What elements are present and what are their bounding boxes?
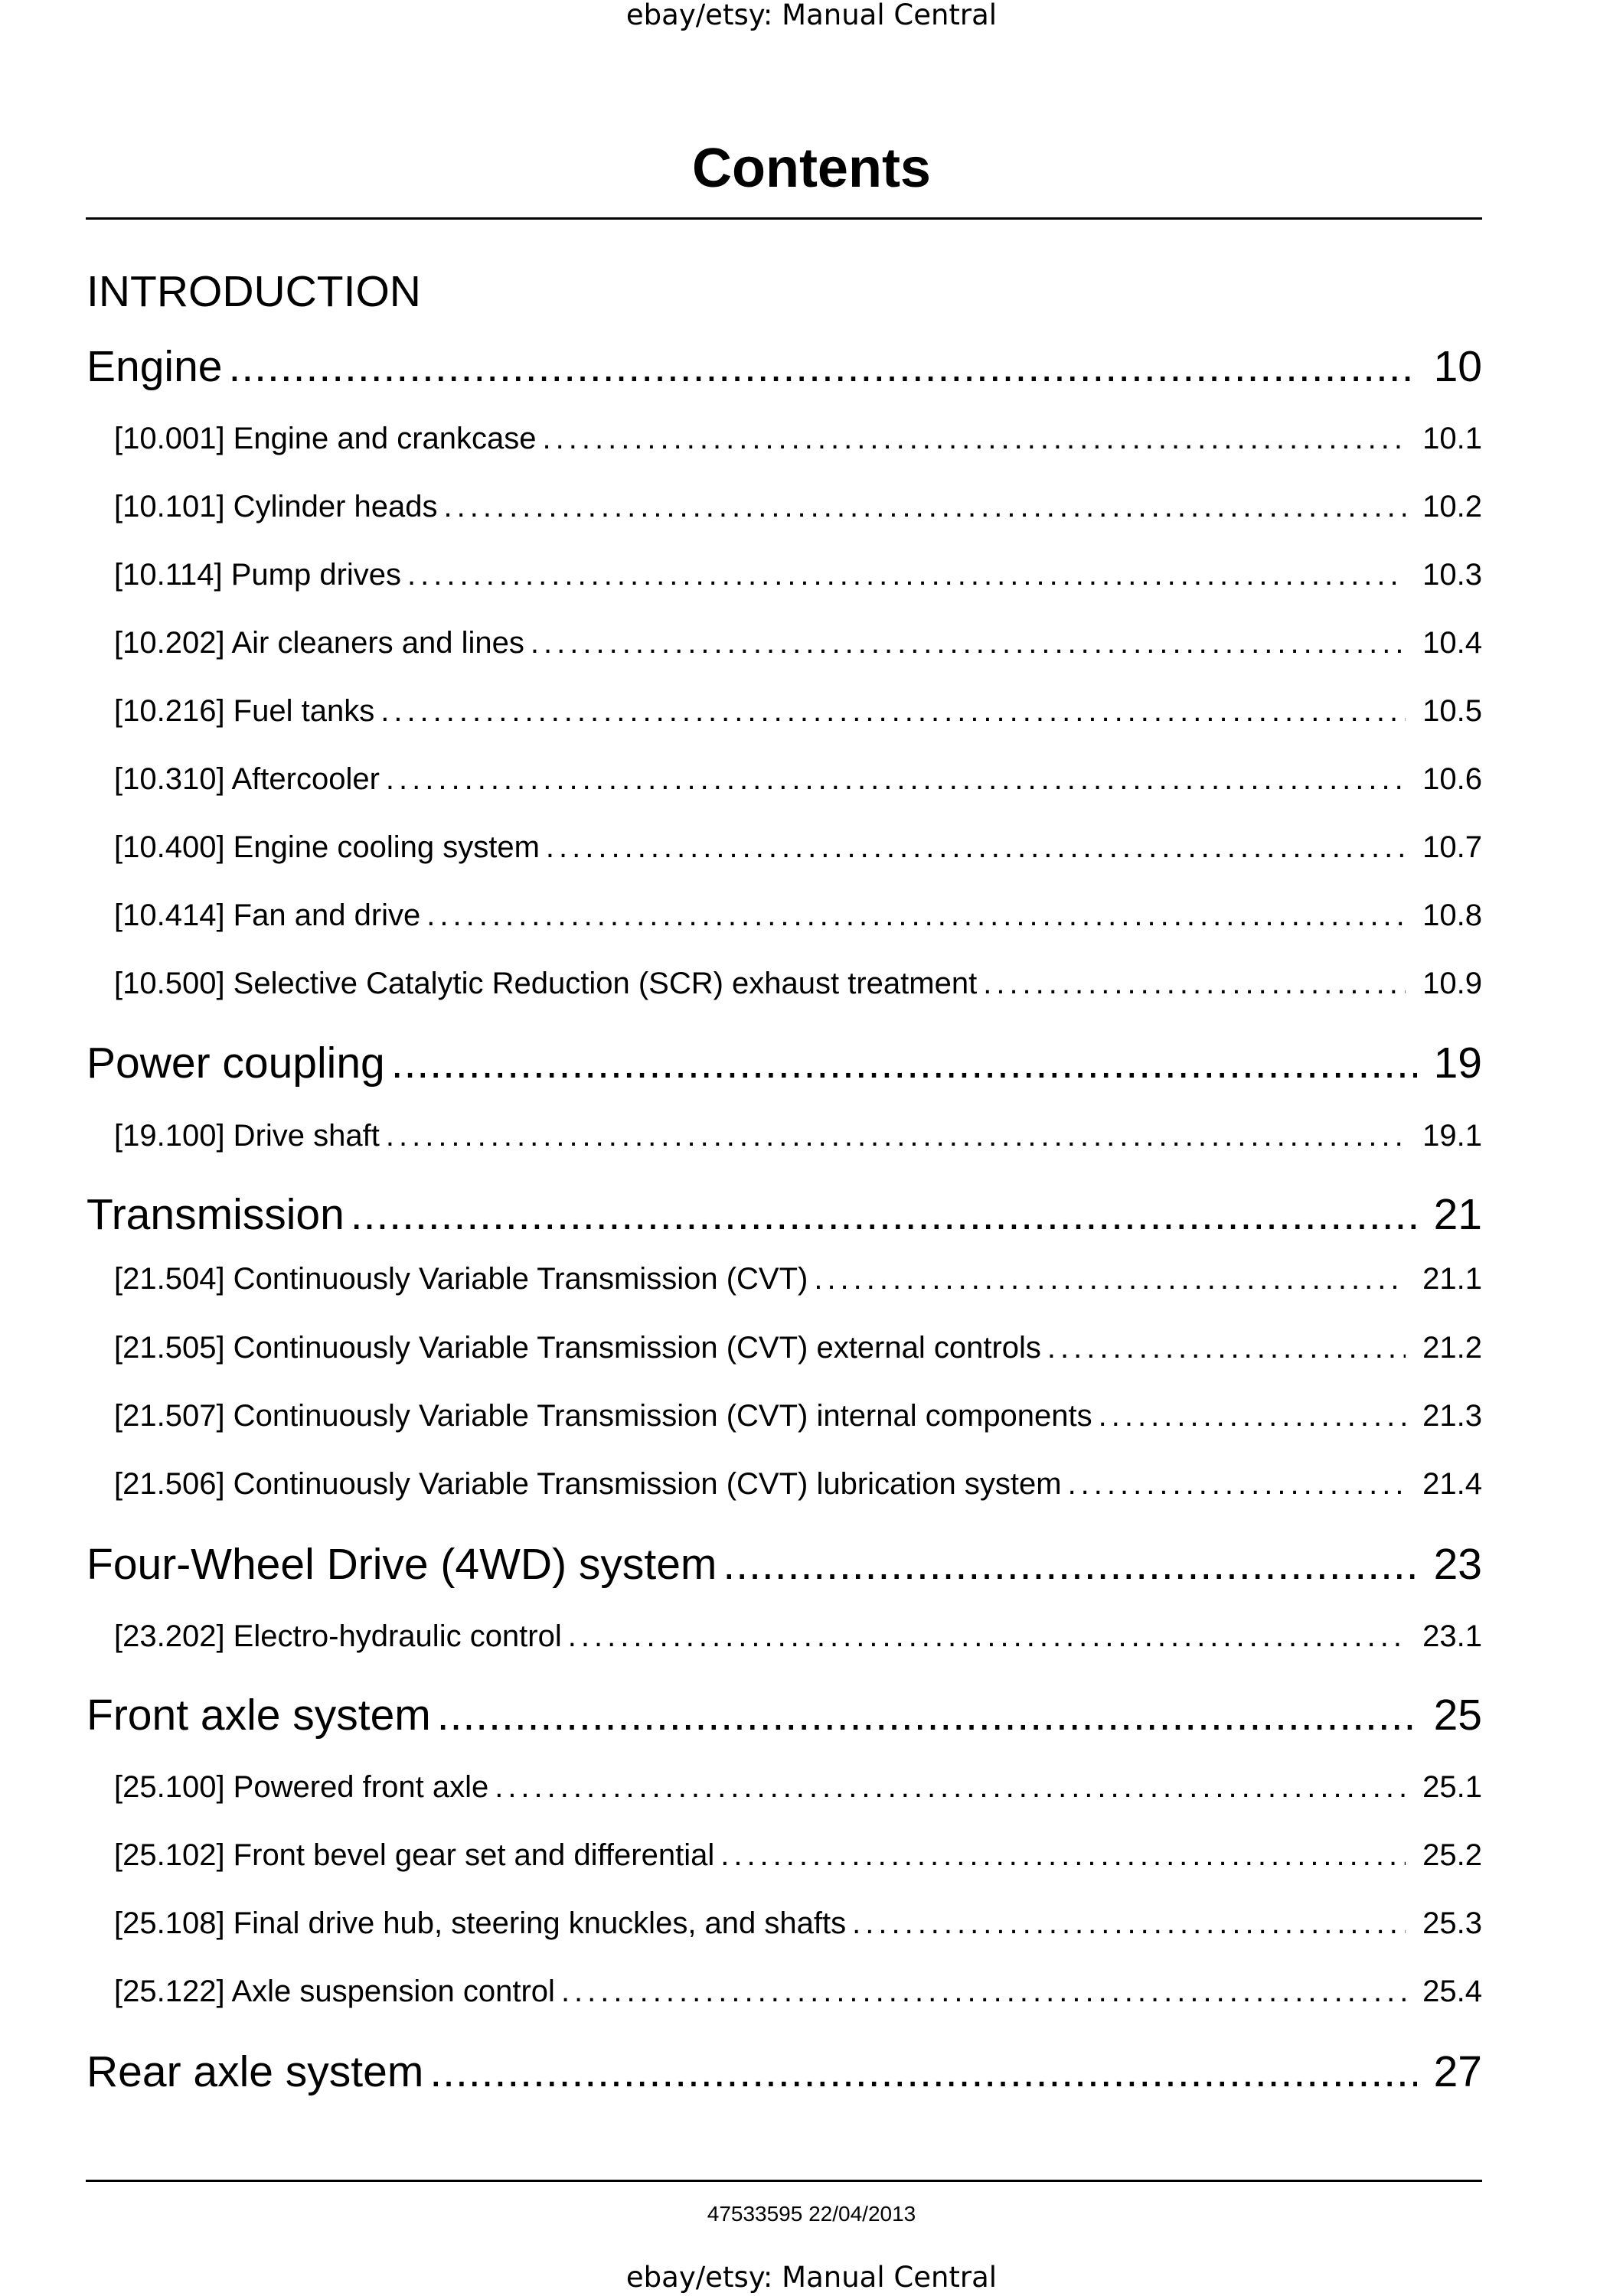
toc-entry-page: 10.2: [1422, 490, 1482, 523]
toc-entry-label: [25.108] Final drive hub, steering knuckles, and shafts: [114, 1906, 847, 1940]
dot-leader: [1099, 1399, 1406, 1433]
toc-entry-page: 10.6: [1422, 762, 1482, 796]
dot-leader: [426, 899, 1406, 933]
toc-entry-label: [25.100] Powered front axle: [114, 1770, 489, 1804]
toc-section[interactable]: [87, 558, 1482, 598]
document-code: 47533595 22/04/2013: [707, 2202, 916, 2226]
toc-entry-page: 21.1: [1422, 1262, 1482, 1296]
toc-entry-page: 10.3: [1422, 558, 1482, 592]
dot-leader: [983, 967, 1406, 1001]
toc-entry-page: 25.2: [1422, 1838, 1482, 1872]
toc-chapter-rear-axle[interactable]: [87, 2047, 1482, 2102]
toc-entry-page: 25: [1433, 1691, 1482, 1740]
dot-leader: [852, 1906, 1406, 1941]
toc-entry-label: [23.202] Electro-hydraulic control: [114, 1619, 562, 1653]
toc-section[interactable]: [87, 1619, 1482, 1659]
toc-entry-page: 19.1: [1422, 1119, 1482, 1153]
toc-entry-page: 10.5: [1422, 694, 1482, 728]
toc-entry-label: [10.114] Pump drives: [114, 558, 402, 592]
toc-entry-page: 27: [1433, 2047, 1482, 2096]
watermark-top: ebay/etsy: Manual Central: [625, 0, 998, 31]
toc-section[interactable]: [87, 1838, 1482, 1878]
toc-entry-label: Front axle system: [87, 1691, 431, 1740]
toc-entry-label: Power coupling: [87, 1039, 385, 1088]
toc-entry-page: 21.4: [1422, 1467, 1482, 1501]
toc-section[interactable]: [87, 1262, 1482, 1302]
intro-heading: INTRODUCTION: [87, 267, 421, 316]
dot-leader: [1068, 1467, 1406, 1502]
toc-entry-label: [21.504] Continuously Variable Transmission (CVT): [114, 1262, 808, 1296]
toc-entry-label: [10.216] Fuel tanks: [114, 694, 375, 728]
toc-entry-page: 25.1: [1422, 1770, 1482, 1804]
toc-entry-label: Rear axle system: [87, 2047, 424, 2096]
toc-entry-label: [25.122] Axle suspension control: [114, 1975, 555, 2008]
dot-leader: [386, 1119, 1406, 1153]
toc-entry-page: 21: [1433, 1190, 1482, 1239]
dot-leader: [723, 1539, 1416, 1590]
dot-leader: [561, 1975, 1406, 2009]
toc-entry-page: 10.9: [1422, 967, 1482, 1000]
toc-entry-page: 23.1: [1422, 1619, 1482, 1653]
toc-section[interactable]: [87, 490, 1482, 530]
toc-entry-page: 21.3: [1422, 1399, 1482, 1433]
dot-leader: [351, 1189, 1417, 1240]
dot-leader: [568, 1619, 1406, 1654]
toc-entry-page: 25.3: [1422, 1906, 1482, 1940]
toc-entry-page: 10.7: [1422, 830, 1482, 864]
toc-chapter-engine[interactable]: [87, 341, 1482, 396]
dot-leader: [391, 1038, 1417, 1088]
toc-section[interactable]: [87, 1467, 1482, 1507]
dot-leader: [429, 2047, 1416, 2097]
toc-section[interactable]: [87, 626, 1482, 666]
toc-section[interactable]: [87, 899, 1482, 938]
toc-entry-page: 21.2: [1422, 1331, 1482, 1365]
dot-leader: [229, 341, 1417, 392]
toc-entry-page: 10.4: [1422, 626, 1482, 660]
dot-leader: [437, 1690, 1417, 1740]
toc-section[interactable]: [87, 1906, 1482, 1946]
dot-leader: [543, 422, 1406, 456]
toc-section[interactable]: [87, 1975, 1482, 2014]
toc-entry-label: [25.102] Front bevel gear set and differential: [114, 1838, 715, 1872]
toc-section[interactable]: [87, 967, 1482, 1006]
toc-chapter-4wd[interactable]: [87, 1539, 1482, 1594]
toc-entry-label: [10.202] Air cleaners and lines: [114, 626, 524, 660]
dot-leader: [546, 830, 1406, 865]
toc-entry-label: Engine: [87, 342, 223, 391]
toc-entry-page: 10: [1433, 342, 1482, 391]
toc-entry-page: 10.8: [1422, 899, 1482, 932]
dot-leader: [720, 1838, 1406, 1873]
toc-entry-label: Four-Wheel Drive (4WD) system: [87, 1540, 717, 1589]
toc-chapter-front-axle[interactable]: [87, 1690, 1482, 1745]
toc-entry-label: [21.506] Continuously Variable Transmission (CVT) lubrication system: [114, 1467, 1062, 1501]
watermark-bottom: ebay/etsy: Manual Central: [625, 2261, 998, 2294]
toc-entry-label: [10.414] Fan and drive: [114, 899, 421, 932]
toc-entry-page: 10.1: [1422, 422, 1482, 455]
toc-section[interactable]: [87, 1331, 1482, 1371]
toc-entry-label: [10.400] Engine cooling system: [114, 830, 540, 864]
toc-entry-label: [19.100] Drive shaft: [114, 1119, 380, 1153]
toc-entry-label: Transmission: [87, 1190, 345, 1239]
toc-entry-label: [21.507] Continuously Variable Transmission (CVT) internal components: [114, 1399, 1092, 1433]
toc-entry-label: [10.500] Selective Catalytic Reduction (SCR) exhaust treatment: [114, 967, 978, 1000]
toc-chapter-transmission[interactable]: [87, 1189, 1482, 1244]
dot-leader: [531, 626, 1406, 660]
dot-leader: [495, 1770, 1406, 1805]
dot-leader: [407, 558, 1406, 592]
toc-section[interactable]: [87, 1770, 1482, 1810]
toc-section[interactable]: [87, 422, 1482, 461]
dot-leader: [814, 1262, 1406, 1296]
toc-chapter-power-coupling[interactable]: [87, 1038, 1482, 1093]
footer-divider: [86, 2180, 1482, 2182]
toc-entry-label: [10.310] Aftercooler: [114, 762, 380, 796]
toc-entry-label: [10.101] Cylinder heads: [114, 490, 438, 523]
toc-section[interactable]: [87, 694, 1482, 734]
toc-section[interactable]: [87, 830, 1482, 870]
toc-section[interactable]: [87, 1399, 1482, 1439]
toc-section[interactable]: [87, 1119, 1482, 1159]
dot-leader: [1047, 1331, 1406, 1365]
dot-leader: [380, 694, 1406, 729]
toc-section[interactable]: [87, 762, 1482, 802]
dot-leader: [444, 490, 1406, 524]
page-title: Contents: [692, 138, 931, 199]
toc-entry-page: 25.4: [1422, 1975, 1482, 2008]
dot-leader: [386, 762, 1406, 797]
title-divider: [86, 217, 1482, 220]
toc-entry-page: 23: [1433, 1540, 1482, 1589]
toc-entry-page: 19: [1433, 1039, 1482, 1088]
toc-entry-label: [10.001] Engine and crankcase: [114, 422, 537, 455]
toc-entry-label: [21.505] Continuously Variable Transmission (CVT) external controls: [114, 1331, 1041, 1365]
